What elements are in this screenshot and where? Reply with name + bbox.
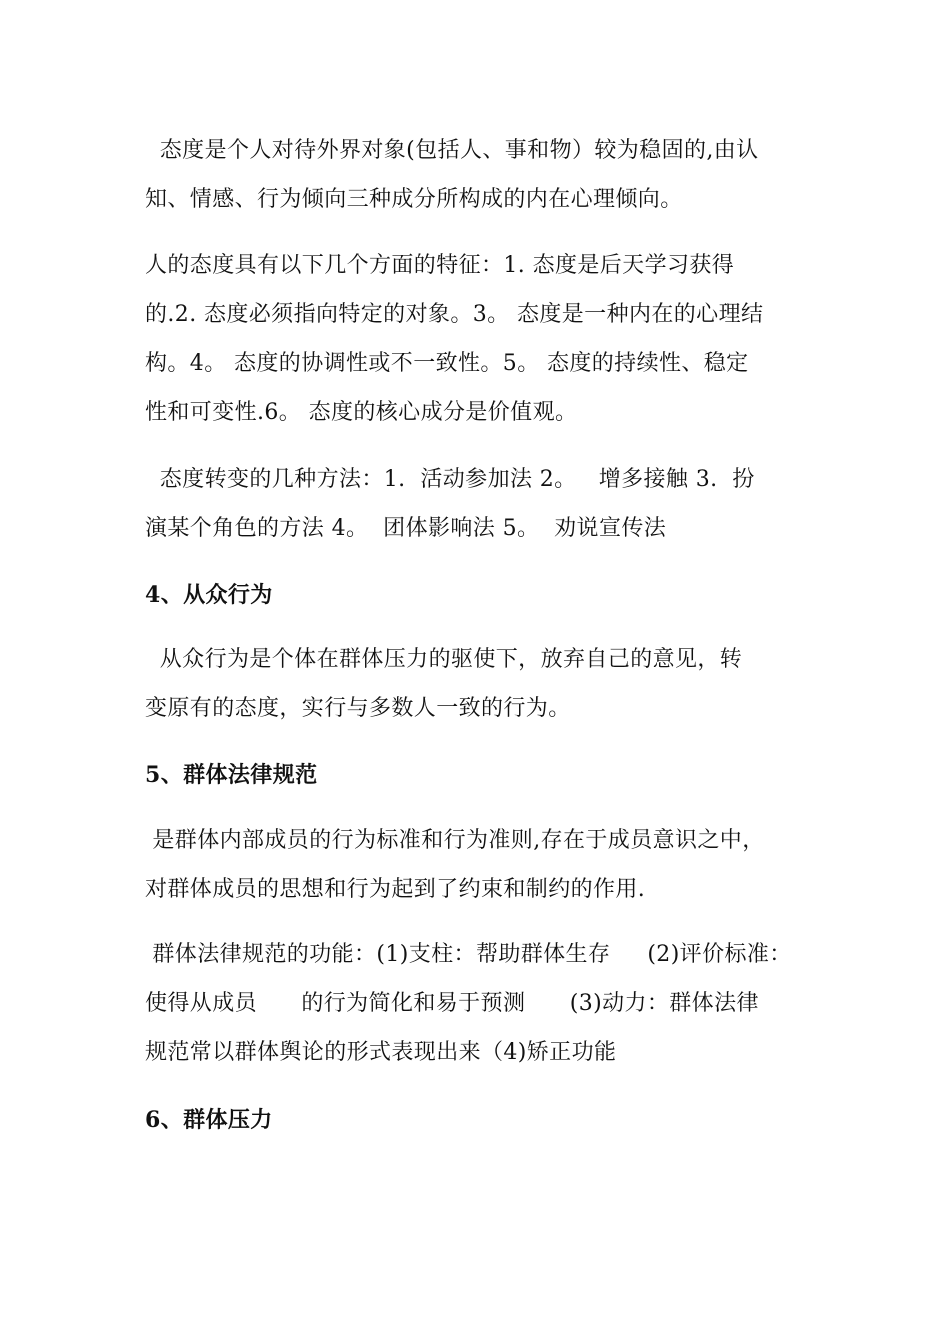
group-norms-line-2: 对群体成员的思想和行为起到了约束和制约的作用. bbox=[145, 877, 646, 902]
group-norms-functions-line-2: 使得从成员 的行为简化和易于预测 (3)动力：群体法律 bbox=[145, 991, 759, 1016]
attitude-definition-line-2: 知、情感、行为倾向三种成分所构成的内在心理倾向。 bbox=[145, 187, 683, 212]
attitude-features-line-1: 人的态度具有以下几个方面的特征：1. 态度是后天学习获得 bbox=[145, 253, 735, 278]
group-norms-heading: 5、群体法律规范 bbox=[145, 762, 318, 788]
attitude-features-line-3: 构。4。 态度的协调性或不一致性。5。 态度的持续性、稳定 bbox=[145, 351, 749, 376]
attitude-features-line-2: 的.2. 态度必须指向特定的对象。3。 态度是一种内在的心理结 bbox=[145, 302, 764, 327]
group-norms-functions-line-3: 规范常以群体舆论的形式表现出来（4)矫正功能 bbox=[145, 1040, 617, 1065]
group-norms-line-1: 是群体内部成员的行为标准和行为准则,存在于成员意识之中， bbox=[145, 828, 765, 853]
attitude-change-line-2: 演某个角色的方法 4。 团体影响法 5。 劝说宣传法 bbox=[145, 516, 667, 541]
conformity-line-1: 从众行为是个体在群体压力的驱使下，放弃自己的意见，转 bbox=[145, 647, 743, 672]
attitude-features-line-4: 性和可变性.6。 态度的核心成分是价值观。 bbox=[145, 400, 578, 425]
conformity-line-2: 变原有的态度，实行与多数人一致的行为。 bbox=[145, 696, 571, 721]
conformity-heading: 4、从众行为 bbox=[145, 582, 273, 608]
attitude-definition-line-1: 态度是个人对待外界对象(包括人、事和物）较为稳固的,由认 bbox=[145, 138, 759, 163]
attitude-change-line-1: 态度转变的几种方法：1. 活动参加法 2。 增多接触 3. 扮 bbox=[145, 467, 755, 492]
group-pressure-heading: 6、群体压力 bbox=[145, 1107, 273, 1133]
group-norms-functions-line-1: 群体法律规范的功能：(1)支柱：帮助群体生存 (2)评价标准： bbox=[145, 942, 792, 967]
